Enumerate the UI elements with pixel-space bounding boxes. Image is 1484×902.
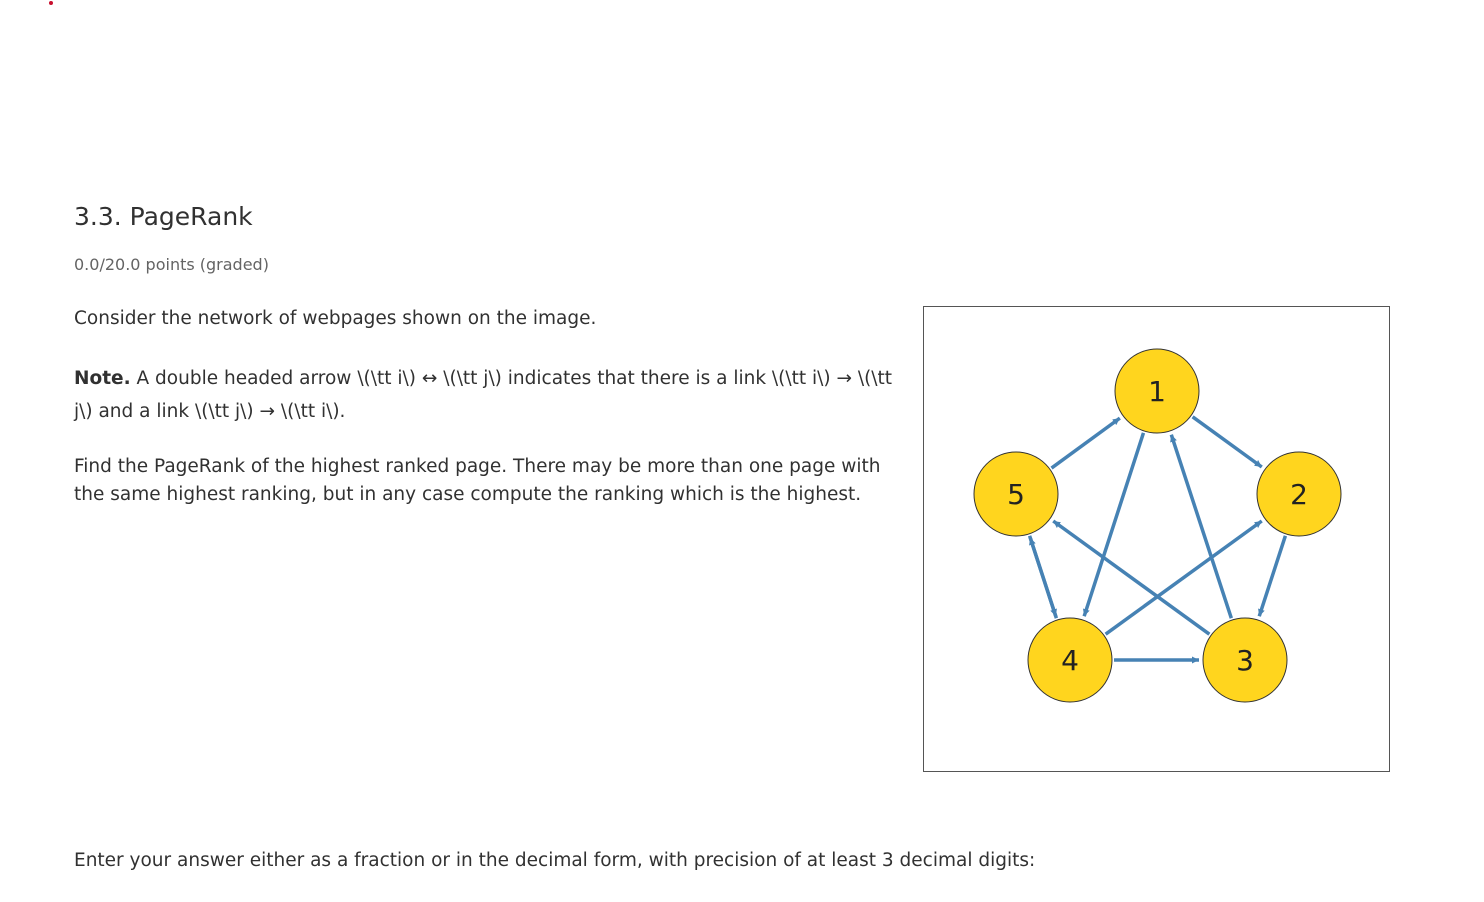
network-figure <box>923 306 1390 772</box>
note-label: Note. <box>74 368 131 389</box>
node-5 <box>974 452 1058 536</box>
node-1 <box>1115 349 1199 433</box>
node-label-1: 1 <box>1148 375 1166 408</box>
edge-2-to-3 <box>1259 536 1285 616</box>
task-text: Find the PageRank of the highest ranked page. There may be more than one page with the same highest ranking, but in any case compute the ranking which is the highest. <box>74 456 881 505</box>
edge-4-to-5 <box>1030 538 1056 618</box>
edge-3-to-1 <box>1171 435 1231 618</box>
note-text <box>74 362 894 428</box>
edge-5-to-1 <box>1052 418 1120 468</box>
edge-1-to-2 <box>1193 417 1262 467</box>
network-graph <box>924 307 1389 771</box>
problem-title: 3.3. PageRank <box>74 202 253 231</box>
intro-text: Consider the network of webpages shown on the image. <box>74 308 597 329</box>
points-label: 0.0/20.0 points (graded) <box>74 255 269 274</box>
node-4 <box>1028 618 1112 702</box>
node-3 <box>1203 618 1287 702</box>
node-2 <box>1257 452 1341 536</box>
note-body: A double headed arrow \(\tt i\) ↔ \(\tt j\) indicates that there is a link \(\tt i\) → \(\tt j\) and a link \(\tt j\) → \(\tt i\). <box>74 368 893 422</box>
answer-prompt: Enter your answer either as a fraction or in the decimal form, with precision of at least 3 decimal digits: <box>74 850 1036 871</box>
node-label-5: 5 <box>1007 478 1025 511</box>
graph-nodes <box>974 349 1341 702</box>
edge-1-to-4 <box>1084 433 1143 616</box>
node-label-4: 4 <box>1061 644 1079 677</box>
status-dot <box>49 1 53 5</box>
node-label-2: 2 <box>1290 478 1308 511</box>
node-label-3: 3 <box>1236 644 1254 677</box>
